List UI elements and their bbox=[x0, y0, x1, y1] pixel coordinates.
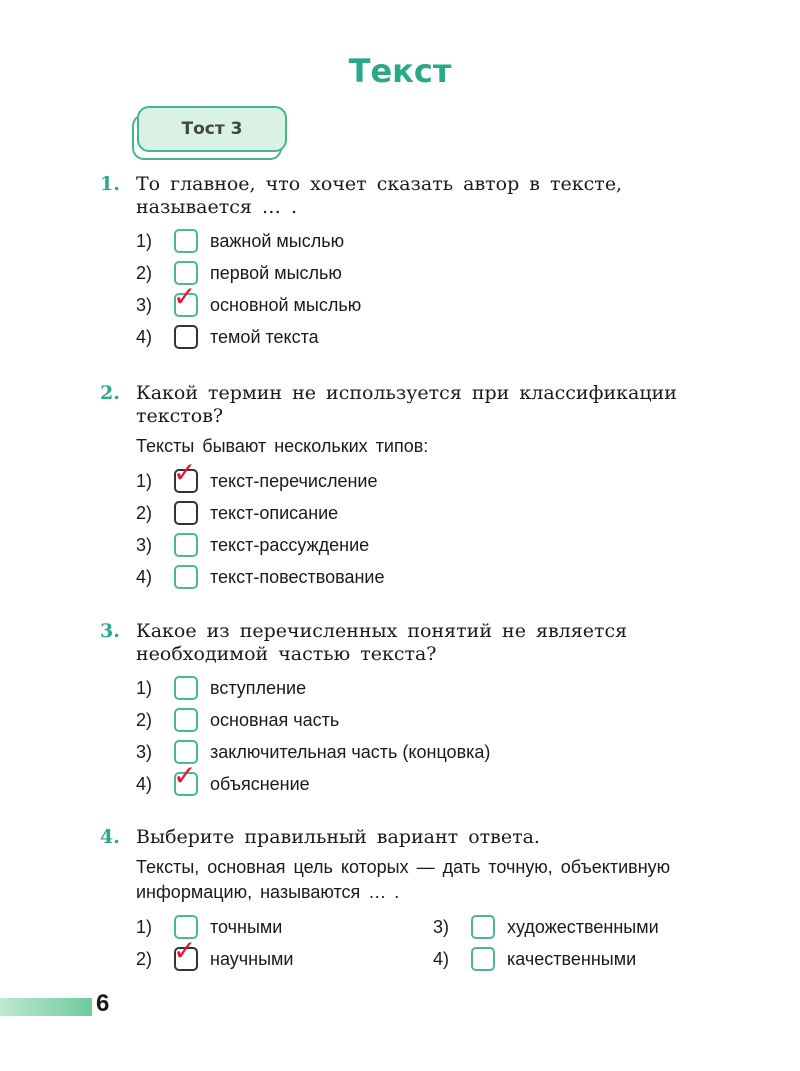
option-number: 4) bbox=[136, 773, 153, 794]
question-4 bbox=[100, 826, 730, 975]
question-text bbox=[100, 826, 730, 849]
answer-checkbox[interactable] bbox=[173, 281, 198, 317]
answer-checkbox[interactable] bbox=[173, 457, 198, 493]
answer-column-right bbox=[433, 911, 730, 975]
question-body: Какое из перечисленных понятий не является необходимой частью текста? bbox=[136, 620, 628, 665]
option-label: текст-описание bbox=[210, 502, 339, 523]
question-body: Какой термин не используется при классификации текстов? bbox=[136, 382, 677, 427]
option-number: 3) bbox=[433, 916, 450, 937]
option-label: текст-рассуждение bbox=[210, 534, 370, 555]
question-text bbox=[100, 173, 730, 219]
answer-checkbox[interactable] bbox=[174, 501, 198, 525]
question-number: 4. bbox=[100, 826, 120, 848]
page-number: 6 bbox=[96, 990, 110, 1017]
question-body: То главное, что хочет сказать автор в тексте, называется … . bbox=[136, 173, 623, 218]
answer-column-left bbox=[136, 911, 433, 975]
answer-checkbox[interactable] bbox=[174, 708, 198, 732]
option-label: первой мыслью bbox=[210, 262, 342, 283]
option-label: темой текста bbox=[210, 326, 319, 347]
option-number: 1) bbox=[136, 677, 153, 698]
check-mark-icon: ✓ bbox=[173, 457, 197, 488]
option-number: 2) bbox=[136, 709, 153, 730]
answer-option bbox=[136, 672, 730, 704]
option-label: основная часть bbox=[210, 709, 340, 730]
answer-option bbox=[136, 281, 730, 321]
option-label: основной мыслью bbox=[210, 294, 362, 315]
option-number: 2) bbox=[136, 502, 153, 523]
question-1 bbox=[100, 173, 730, 353]
answer-checkbox[interactable] bbox=[174, 676, 198, 700]
answer-option bbox=[136, 497, 730, 529]
question-text bbox=[100, 382, 730, 428]
option-number: 1) bbox=[136, 916, 153, 937]
answer-option bbox=[433, 943, 730, 975]
answer-options bbox=[136, 911, 730, 975]
option-number: 3) bbox=[136, 741, 153, 762]
question-subtext: Тексты, основная цель которых — дать точную, объективную информацию, называются … . bbox=[136, 857, 671, 902]
option-label: точными bbox=[210, 916, 283, 937]
option-label: текст-повествование bbox=[210, 566, 385, 587]
question-3 bbox=[100, 620, 730, 800]
option-number: 3) bbox=[136, 534, 153, 555]
answer-checkbox[interactable] bbox=[173, 760, 198, 796]
option-number: 1) bbox=[136, 470, 153, 491]
answer-option bbox=[136, 935, 433, 975]
answer-option bbox=[136, 760, 730, 800]
answer-checkbox[interactable] bbox=[174, 565, 198, 589]
question-body: Выберите правильный вариант ответа. bbox=[136, 826, 540, 848]
page-title: Текст bbox=[348, 52, 452, 90]
answer-option bbox=[136, 225, 730, 257]
option-number: 1) bbox=[136, 230, 153, 251]
question-subtext: Тексты бывают нескольких типов: bbox=[136, 436, 429, 456]
answer-checkbox[interactable] bbox=[173, 935, 198, 971]
option-label: важной мыслью bbox=[210, 230, 345, 251]
option-label: вступление bbox=[210, 677, 307, 698]
option-number: 2) bbox=[136, 262, 153, 283]
answer-option bbox=[136, 561, 730, 593]
option-number: 3) bbox=[136, 294, 153, 315]
answer-options bbox=[136, 225, 730, 353]
check-mark-icon: ✓ bbox=[173, 760, 197, 791]
answer-checkbox[interactable] bbox=[174, 229, 198, 253]
answer-option bbox=[136, 321, 730, 353]
question-2 bbox=[100, 382, 730, 593]
option-label: художественными bbox=[507, 916, 659, 937]
answer-option bbox=[136, 257, 730, 289]
answer-option bbox=[433, 911, 730, 943]
answer-checkbox[interactable] bbox=[471, 915, 495, 939]
question-number: 1. bbox=[100, 173, 120, 195]
option-label: качественными bbox=[507, 948, 637, 969]
answer-options bbox=[136, 457, 730, 593]
question-text bbox=[100, 620, 730, 666]
option-label: научными bbox=[210, 948, 294, 969]
question-number: 3. bbox=[100, 620, 120, 642]
answer-options bbox=[136, 672, 730, 800]
page-strip-decoration bbox=[0, 998, 92, 1016]
option-number: 4) bbox=[136, 566, 153, 587]
option-number: 4) bbox=[433, 948, 450, 969]
check-mark-icon: ✓ bbox=[173, 281, 197, 312]
test-badge: Тост 3 bbox=[137, 106, 287, 152]
answer-option bbox=[136, 704, 730, 736]
option-number: 4) bbox=[136, 326, 153, 347]
answer-option bbox=[136, 529, 730, 561]
option-label: заключительная часть (концовка) bbox=[210, 741, 491, 762]
answer-checkbox[interactable] bbox=[471, 947, 495, 971]
answer-option bbox=[136, 736, 730, 768]
answer-checkbox[interactable] bbox=[174, 325, 198, 349]
option-label: объяснение bbox=[210, 773, 310, 794]
answer-option bbox=[136, 457, 730, 497]
option-number: 2) bbox=[136, 948, 153, 969]
check-mark-icon: ✓ bbox=[173, 935, 197, 966]
option-label: текст-перечисление bbox=[210, 470, 378, 491]
answer-checkbox[interactable] bbox=[174, 533, 198, 557]
question-number: 2. bbox=[100, 382, 120, 404]
